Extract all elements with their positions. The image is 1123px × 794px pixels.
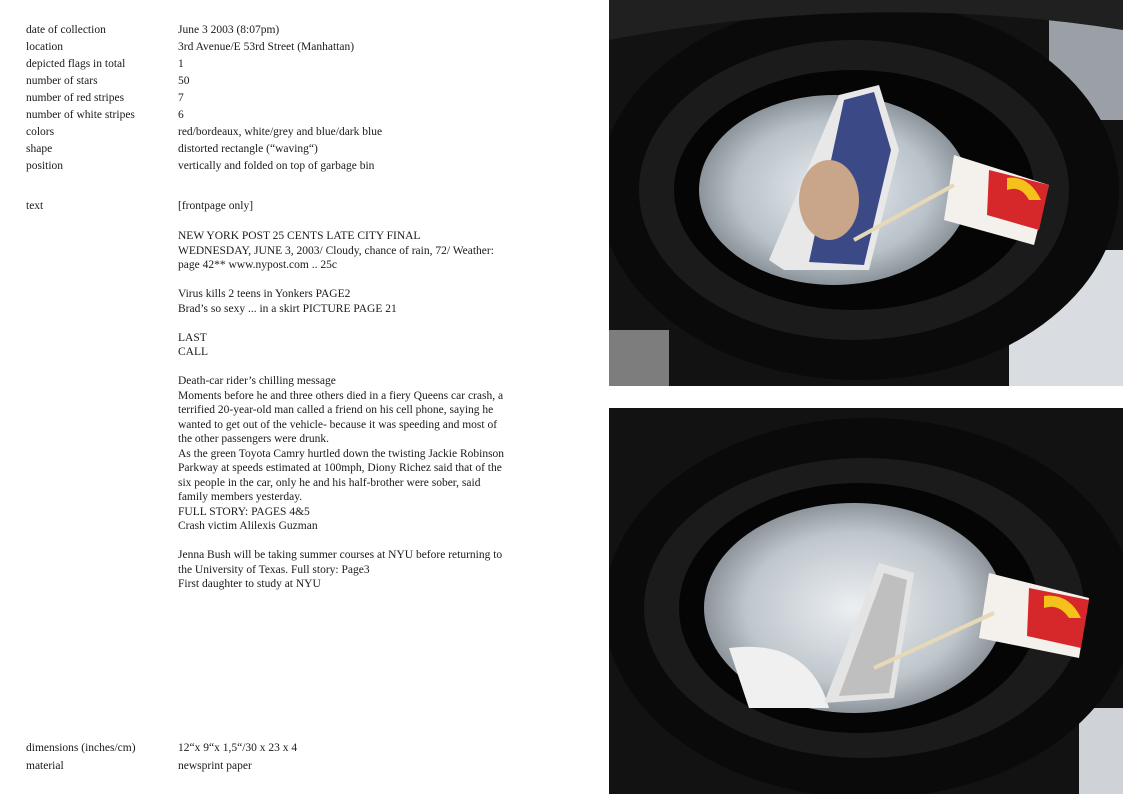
field-label-position: position [26, 160, 64, 172]
text-line: As the green Toyota Camry hurtled down the twisting Jackie Robinson [178, 447, 505, 460]
garbage-bin-photo-top [609, 0, 1123, 386]
field-label-shape: shape [26, 143, 53, 155]
text-line: CALL [178, 346, 209, 358]
field-value-stars: 50 [178, 75, 190, 87]
text-line: Moments before he and three others died in a fiery Queens car crash, a [178, 389, 504, 402]
text-line: terrified 20-year-old man called a friend on his cell phone, saying he [178, 404, 494, 416]
garbage-bin-photo-bottom [609, 408, 1123, 794]
text-line: Virus kills 2 teens in Yonkers PAGE2 [178, 288, 351, 300]
text-line: First daughter to study at NYU [178, 578, 321, 590]
text-line: page 42** www.nypost.com .. 25c [178, 259, 337, 271]
text-line: the other passengers were drunk. [178, 433, 330, 445]
text-line: Parkway at speeds estimated at 100mph, Diony Richez said that of the [178, 462, 502, 474]
text-line: the University of Texas. Full story: Page3 [178, 563, 370, 576]
text-line: WEDNESDAY, JUNE 3, 2003/ Cloudy, chance of rain, 72/ Weather: [178, 244, 494, 257]
field-value-material: newsprint paper [178, 760, 252, 772]
bin-photo-illustration [609, 0, 1123, 386]
field-value-location: 3rd Avenue/E 53rd Street (Manhattan) [178, 41, 355, 53]
text-line: NEW YORK POST 25 CENTS LATE CITY FINAL [178, 230, 421, 242]
field-value-date: June 3 2003 (8:07pm) [178, 24, 280, 36]
frontpage-transcription [178, 229, 528, 606]
text-paragraph [178, 229, 528, 273]
field-value-colors: red/bordeaux, white/grey and blue/dark blue [178, 126, 383, 138]
text-paragraph [178, 331, 528, 360]
field-label-date: date of collection [26, 24, 106, 36]
field-value-position: vertically and folded on top of garbage bin [178, 160, 375, 172]
text-line: Crash victim Alilexis Guzman [178, 520, 318, 532]
field-value-dimensions: 12“x 9“x 1,5“/30 x 23 x 4 [178, 742, 298, 754]
field-value-text-note: [frontpage only] [178, 200, 254, 212]
field-label-red-stripes: number of red stripes [26, 92, 125, 104]
text-line: FULL STORY: PAGES 4&5 [178, 505, 310, 518]
text-line: Brad’s so sexy ... in a skirt PICTURE PAGE 21 [178, 302, 397, 315]
text-paragraph [178, 287, 528, 316]
text-line: family members yesterday. [178, 491, 303, 503]
text-paragraph [178, 374, 528, 534]
field-label-colors: colors [26, 126, 55, 138]
field-label-flags: depicted flags in total [26, 58, 126, 70]
text-line: six people in the car, only he and his half-brother were sober, said [178, 476, 481, 489]
text-line: Death-car rider’s chilling message [178, 375, 336, 387]
text-line: LAST [178, 331, 207, 344]
bin-photo-illustration-2 [609, 408, 1123, 794]
field-label-stars: number of stars [26, 75, 98, 87]
text-paragraph [178, 548, 528, 592]
field-label-material: material [26, 760, 64, 772]
field-label-location: location [26, 41, 64, 53]
field-value-red-stripes: 7 [178, 92, 184, 104]
field-value-shape: distorted rectangle (“waving“) [178, 143, 318, 155]
field-value-flags: 1 [178, 58, 184, 70]
text-line: wanted to get out of the vehicle- because it was speeding and most of [178, 418, 498, 431]
field-label-dimensions: dimensions (inches/cm) [26, 742, 136, 754]
field-label-text: text [26, 200, 44, 212]
text-line: Jenna Bush will be taking summer courses at NYU before returning to [178, 549, 503, 561]
field-value-white-stripes: 6 [178, 109, 184, 121]
field-label-white-stripes: number of white stripes [26, 109, 135, 121]
